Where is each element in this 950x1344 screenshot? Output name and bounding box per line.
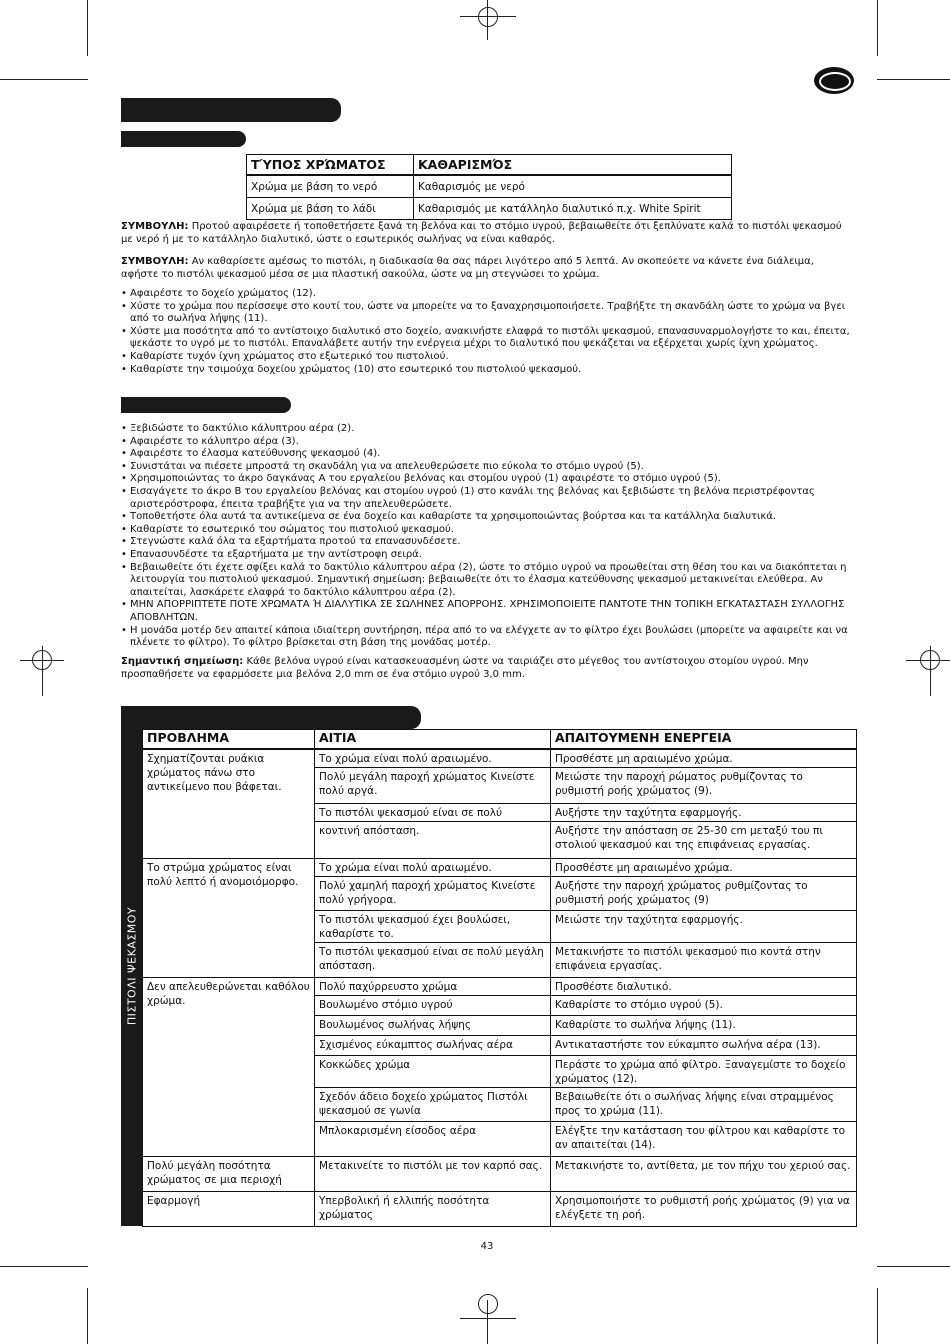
troubleshooting-title-bar xyxy=(121,706,421,729)
action-cell xyxy=(551,978,857,1157)
trouble-group-row xyxy=(143,978,857,1157)
problem-cell xyxy=(143,749,315,859)
cause-text: Σχισμένος εύκαμπτος σωλήνας αέρα xyxy=(315,1036,550,1056)
action-text: Προσθέστε μη αραιωμένο χρώμα. xyxy=(551,750,856,768)
registration-mark-icon xyxy=(32,650,52,670)
tip-label: ΣΥΜΒΟΥΛΗ: xyxy=(121,256,189,267)
cause-text: κοντινή απόσταση. xyxy=(319,825,420,837)
table-header-row xyxy=(247,155,732,176)
cause-text: Σχεδόν άδειο δοχείο χρώματος Πιστόλι ψεκασμού σε γωνία xyxy=(315,1088,550,1122)
page-number: 43 xyxy=(480,1241,494,1252)
list-item: • Χρησιμοποιώντας το άκρο δαγκάνας Α του εργαλείου βελόνας και στομίου υγρού (1) αφαιρέστε το στόμιο υγρού (5). xyxy=(121,473,856,486)
cause-text: Μετακινείτε το πιστόλι με τον καρπό σας. xyxy=(319,1160,543,1172)
crop-mark xyxy=(877,0,878,56)
action-cell xyxy=(551,859,857,978)
section-title-bar xyxy=(121,397,291,413)
list-item: • Η μονάδα μοτέρ δεν απαιτεί κάποια ιδιαίτερη συντήρηση, πέρα από το να ελέγχετε αν το φίλτρο έχει βουλώσει (μπορείτε να αφαιρείτε και να πλένετε το φίλτρο). Το φίλτρο βρίσκεται στη βάση της μονάδας μοτέρ. xyxy=(121,625,856,650)
tip-label: ΣΥΜΒΟΥΛΗ: xyxy=(121,221,189,232)
important-note xyxy=(121,656,856,682)
cleaning-steps-list xyxy=(121,288,853,376)
troubleshooting-table xyxy=(142,729,857,1227)
cause-cell xyxy=(315,1157,551,1192)
cause-text: Πολύ μεγάλη παροχή χρώματος Κινείστε πολύ αργά. xyxy=(315,768,550,804)
crop-mark xyxy=(0,79,88,80)
action-text: Καθαρίστε το σωλήνα λήψης (11). xyxy=(551,1016,856,1036)
registration-mark-icon xyxy=(478,7,498,27)
registration-mark-icon xyxy=(920,650,940,670)
cause-cell xyxy=(315,749,551,859)
action-text: Ελέγξτε την κατάσταση του φίλτρου και καθαρίστε το αν απαιτείται (14). xyxy=(555,1125,846,1151)
cause-text: Το πιστόλι ψεκασμού έχει βουλώσει, καθαρίστε το. xyxy=(315,911,550,943)
problem-cell xyxy=(143,1192,315,1227)
action-text: Μετακινήστε το πιστόλι ψεκασμού πιο κοντά στην επιφάνεια εργασίας. xyxy=(555,946,821,972)
crop-mark xyxy=(877,1266,950,1267)
list-item: • Αφαιρέστε το έλασμα κατεύθυνσης ψεκασμού (4). xyxy=(121,448,856,461)
problem-cell xyxy=(143,859,315,978)
crop-mark xyxy=(460,1318,516,1319)
header-cause: ΑΙΤΙΑ xyxy=(315,730,551,750)
side-label-bar xyxy=(121,706,142,1226)
problem-text: Σχηματίζονται ρυάκια χρώματος πάνω στο αντικείμενο που βάφεται. xyxy=(147,753,282,793)
trouble-group-row xyxy=(143,749,857,859)
action-text: Αντικαταστήστε τον εύκαμπτο σωλήνα αέρα (13). xyxy=(551,1036,856,1056)
table-header-row xyxy=(143,730,857,750)
problem-text: Εφαρμογή xyxy=(147,1195,201,1207)
list-item: • Αφαιρέστε το κάλυπτρο αέρα (3). xyxy=(121,436,856,449)
crop-mark xyxy=(87,0,88,56)
list-item: • Καθαρίστε την τσιμούχα δοχείου χρώματος (10) στο εσωτερικό του πιστολιού ψεκασμού. xyxy=(121,364,853,377)
action-text: Μειώστε την ταχύτητα εφαρμογής. xyxy=(551,911,856,943)
action-text: Προσθέστε διαλυτικό. xyxy=(551,978,856,996)
action-text: Περάστε το χρώμα από φίλτρο. Ξαναγεμίστε το δοχείο χρώματος (12). xyxy=(551,1056,856,1088)
crop-mark xyxy=(0,1266,88,1267)
cause-text: Το πιστόλι ψεκασμού είναι σε πολύ μεγάλη απόσταση. xyxy=(319,946,544,972)
side-label: ΠΙΣΤΟΛΙ ΨΕΚΑΣΜΟΥ xyxy=(125,906,138,1026)
table-row xyxy=(247,198,732,220)
table-cell: Χρώμα με βάση το νερό xyxy=(247,175,414,198)
tip-paragraph xyxy=(121,256,853,282)
list-item: • Αφαιρέστε το δοχείο χρώματος (12). xyxy=(121,288,853,301)
list-item: • Χύστε το χρώμα που περίσσεψε στο κουτί του, ώστε να μπορείτε να το ξαναχρησιμοποιήσετε. Τραβήξτε τη σκανδάλη ώστε το χρώμα να βγει από το σωλήνα λήψης (11). xyxy=(121,301,853,326)
disassembly-steps-list xyxy=(121,423,856,650)
list-item: • ΜΗΝ ΑΠΟΡΡΙΠΤΕΤΕ ΠΟΤΕ ΧΡΩΜΑΤΑ Ή ΔΙΑΛΥΤΙΚΑ ΣΕ ΣΩΛΗΝΕΣ ΑΠΟΡΡΟΗΣ. ΧΡΗΣΙΜΟΠΟΙΕΙΤΕ ΠΑΝΤΟΤΕ ΤΗΝ ΤΟΠΙΚΗ ΕΓΚΑΤΑΣΤΑΣΗ ΣΥΛΛΟΓΗΣ ΑΠΟΒΛΗΤΩΝ. xyxy=(121,599,856,624)
subsection-title-bar xyxy=(121,131,246,147)
header-cleaning: ΚΑΘΑΡΙΣΜΌΣ xyxy=(414,155,732,176)
trouble-group-row xyxy=(143,1157,857,1192)
cause-text: Βουλωμένος σωλήνας λήψης xyxy=(315,1016,550,1036)
note-label: Σημαντική σημείωση: xyxy=(121,656,244,667)
list-item: • Εισαγάγετε το άκρο Β του εργαλείου βελόνας και στομίου υγρού (1) στο κανάλι της βελόνας και ξεβιδώστε τη βελόνα περιστρέφοντας αριστερόστροφα, έπειτα τραβήξτε για να την απελευθερώσετε. xyxy=(121,486,856,511)
action-cell xyxy=(551,1192,857,1227)
cause-text: Πολύ χαμηλή παροχή χρώματος Κινείστε πολύ γρήγορα. xyxy=(315,877,550,911)
cause-cell xyxy=(315,978,551,1157)
header-problem: ΠΡΟΒΛΗΜΑ xyxy=(143,730,315,750)
action-text: Χρησιμοποιήστε το ρυθμιστή ροής χρώματος (9) για να ελέγξετε τη ροή. xyxy=(555,1195,850,1221)
table-row xyxy=(247,175,732,198)
tip-text: Αν καθαρίσετε αμέσως το πιστόλι, η διαδικασία θα σας πάρει λιγότερο από 5 λεπτά. Αν σκοπεύετε να κάνετε ένα διάλειμα, αφήστε το πιστόλι ψεκασμού μέσα σε μια πλαστική σακούλα, ώστε να μη στεγνώσει το χρώμα. xyxy=(121,256,814,280)
list-item: • Βεβαιωθείτε ότι έχετε σφίξει καλά το δακτύλιο κάλυπτρου αέρα (2), ώστε το στόμιο υγρού να προωθείται στη θέση του και να διακόπτεται η λειτουργία του πιστολιού ψεκασμού. Σημαντική σημείωση: βεβαιωθείτε ότι το έλασμα κατεύθυνσης ψεκασμού μετακινείται ελεύθερα. Αν απαιτείται, λασκάρετε ελαφρά το δακτύλιο κάλυπτρου αέρα (2). xyxy=(121,562,856,600)
cause-text: Πολύ παχύρρευστο χρώμα xyxy=(315,978,550,996)
list-item: • Χύστε μια ποσότητα από το αντίστοιχο διαλυτικό στο δοχείο, ανακινήστε ελαφρά το πιστόλι ψεκασμού, επανασυναρμολογήστε το και, έπειτα, ψεκάστε το υγρό με το πιστόλι. Επαναλάβετε αυτήν την ενέργεια μέχρι το διαλυτικό που ψεκάζεται να εξέρχεται χωρίς ίχνη χρώματος. xyxy=(121,326,853,351)
action-text: Μειώστε την παροχή ρώματος ρυθμίζοντας το ρυθμιστή ροής χρώματος (9). xyxy=(551,768,856,804)
header-action: ΑΠΑΙΤΟΥΜΕΝΗ ΕΝΕΡΓΕΙΑ xyxy=(551,730,857,750)
cause-cell xyxy=(315,1192,551,1227)
cause-text: Το χρώμα είναι πολύ αραιωμένο. xyxy=(315,750,550,768)
cause-text: Κοκκώδες χρώμα xyxy=(315,1056,550,1088)
action-text: Βεβαιωθείτε ότι ο σωλήνας λήψης είναι στραμμένος προς το χρώμα (11). xyxy=(551,1088,856,1122)
list-item: • Ξεβιδώστε το δακτύλιο κάλυπτρου αέρα (2). xyxy=(121,423,856,436)
note-text: Κάθε βελόνα υγρού είναι κατασκευασμένη ώστε να ταιριάζει στο μέγεθος του αντίστοιχου στομίου υγρού. Μην προσπαθήσετε να εφαρμόσετε μια βελόνα 2,0 mm σε ένα στόμιο υγρού 3,0 mm. xyxy=(121,656,809,680)
problem-text: Το στρώμα χρώματος είναι πολύ λεπτό ή ανομοιόμορφο. xyxy=(147,862,299,888)
cause-cell xyxy=(315,859,551,978)
action-text: Αυξήστε την απόσταση σε 25-30 cm μεταξύ του πι στολιού ψεκασμού και της επιφάνειας εργασίας. xyxy=(555,825,823,851)
registration-mark-icon xyxy=(478,1294,498,1314)
problem-text: Δεν απελευθερώνεται καθόλου χρώμα. xyxy=(147,981,310,1007)
problem-cell xyxy=(143,1157,315,1192)
action-text: Μετακινήστε το, αντίθετα, με τον πήχυ του χεριού σας. xyxy=(555,1160,851,1172)
list-item: • Συνιστάται να πιέσετε μπροστά τη σκανδάλη για να απελευθερώσετε πιο εύκολα το στόμιο υγρού (5). xyxy=(121,461,856,474)
crop-mark xyxy=(877,1288,878,1344)
list-item: • Καθαρίστε το εσωτερικό του σώματος του πιστολιού ψεκασμού. xyxy=(121,524,856,537)
action-cell xyxy=(551,1157,857,1192)
trouble-group-row xyxy=(143,1192,857,1227)
language-badge-icon xyxy=(814,67,854,94)
cause-text: Υπερβολική ή ελλιπής ποσότητα χρώματος xyxy=(319,1195,490,1221)
table-cell: Χρώμα με βάση το λάδι xyxy=(247,198,414,220)
header-paint-type: ΤΎΠΟΣ ΧΡΏΜΑΤΟΣ xyxy=(247,155,414,176)
tip-text: Προτού αφαιρέσετε ή τοποθετήσετε ξανά τη βελόνα και το στόμιο υγρού, βεβαιωθείτε ότι ξεπλύνατε καλά το πιστόλι ψεκασμού με νερό ή με το κατάλληλο διαλυτικό, ώστε ο εσωτερικός σωλήνας να είναι καθαρός. xyxy=(121,221,842,245)
cause-text: Βουλωμένο στόμιο υγρού xyxy=(315,996,550,1016)
problem-cell xyxy=(143,978,315,1157)
table-cell: Καθαρισμός με νερό xyxy=(414,175,732,198)
problem-text: Πολύ μεγάλη ποσότητα χρώματος σε μια περιοχή xyxy=(147,1160,282,1186)
tip-paragraph xyxy=(121,221,853,247)
action-cell xyxy=(551,749,857,859)
cause-text: Το χρώμα είναι πολύ αραιωμένο. xyxy=(315,859,550,877)
cause-text: Μπλοκαρισμένη είσοδος αέρα xyxy=(319,1125,477,1137)
cause-text: Το πιστόλι ψεκασμού είναι σε πολύ xyxy=(315,804,550,822)
section-title-bar xyxy=(121,98,341,122)
list-item: • Τοποθετήστε όλα αυτά τα αντικείμενα σε ένα δοχείο και καθαρίστε τα χρησιμοποιώντας βούρτσα και τα κατάλληλα διαλυτικά. xyxy=(121,511,856,524)
crop-mark xyxy=(87,1288,88,1344)
trouble-group-row xyxy=(143,859,857,978)
list-item: • Επανασυνδέστε τα εξαρτήματα με την αντίστροφη σειρά. xyxy=(121,549,856,562)
action-text: Αυξήστε την ταχύτητα εφαρμογής. xyxy=(551,804,856,822)
cleaning-table xyxy=(246,154,732,220)
action-text: Προσθέστε μη αραιωμένο χρώμα. xyxy=(551,859,856,877)
crop-mark xyxy=(877,79,950,80)
list-item: • Καθαρίστε τυχόν ίχνη χρώματος στο εξωτερικό του πιστολιού. xyxy=(121,351,853,364)
action-text: Αυξήστε την παροχή χρώματος ρυθμίζοντας το ρυθμιστή ροής χρώματος (9) xyxy=(551,877,856,911)
list-item: • Στεγνώστε καλά όλα τα εξαρτήματα προτού τα επανασυνδέσετε. xyxy=(121,536,856,549)
table-cell: Καθαρισμός με κατάλληλο διαλυτικό π.χ. White Spirit xyxy=(414,198,732,220)
action-text: Καθαρίστε το στόμιο υγρού (5). xyxy=(551,996,856,1016)
